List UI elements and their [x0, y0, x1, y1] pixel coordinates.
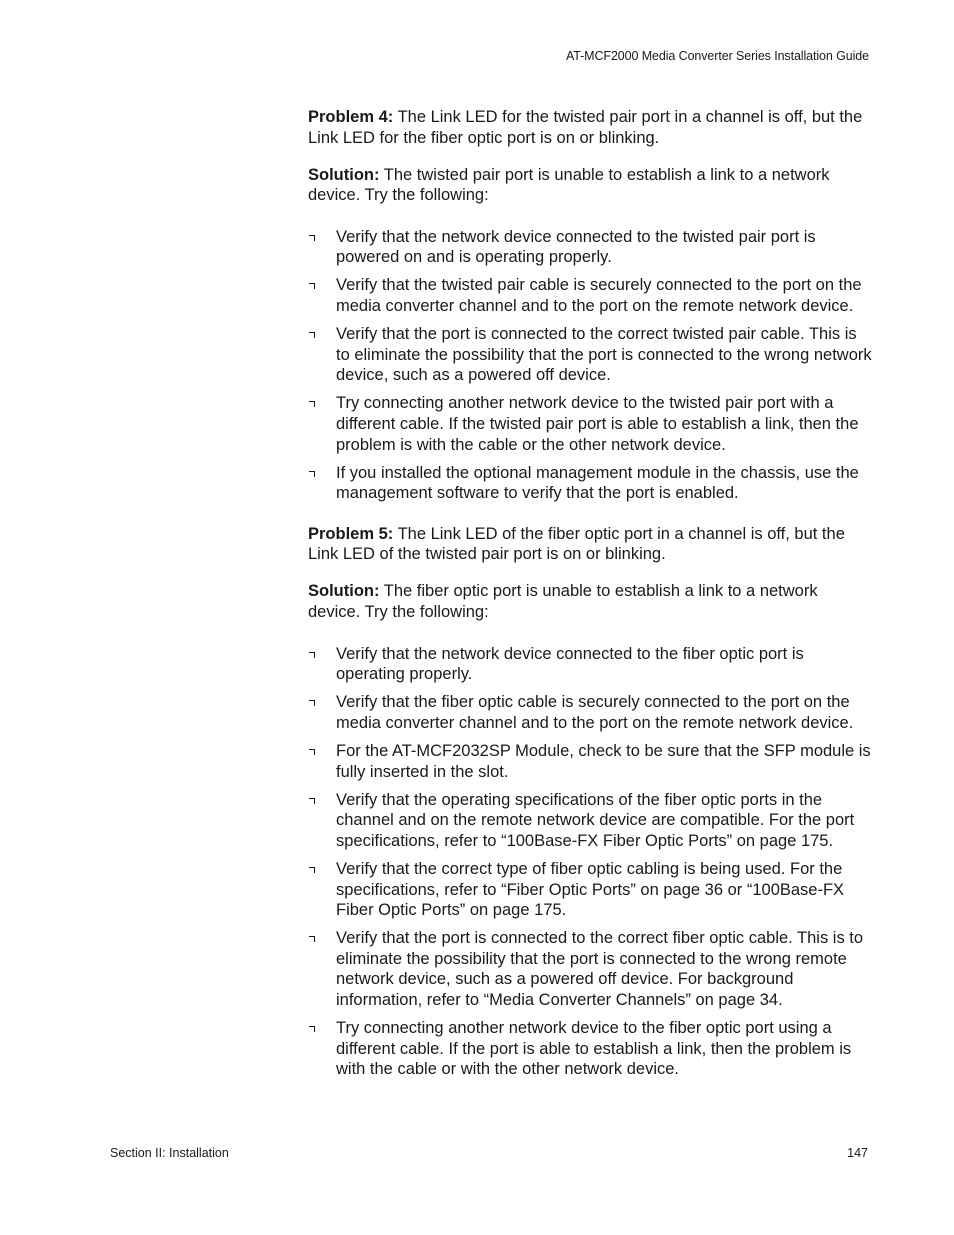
checkbox-bullet-icon: [309, 283, 315, 289]
list-item: Verify that the operating specifications of the fiber optic ports in the channel and on the remote network device are compatible. For the port specifications, refer to “100Base-FX Fiber Optic Ports” on page 175.: [308, 790, 874, 852]
list-item: Verify that the network device connected to the fiber optic port is operating properly.: [308, 644, 874, 685]
solution-5: [308, 581, 874, 622]
solution-4-list: [308, 227, 874, 504]
footer-section: Section II: Installation: [110, 1146, 229, 1160]
solution-5-label: Solution:: [308, 582, 380, 601]
problem-4-label: Problem 4:: [308, 108, 394, 126]
problem-5-text: The Link LED of the fiber optic port in a channel is off, but the Link LED of the twisted pair port is on or blinking.: [308, 524, 845, 564]
checkbox-bullet-icon: [309, 471, 315, 477]
list-item: If you installed the optional management module in the chassis, use the management software to verify that the port is enabled.: [308, 463, 874, 504]
running-header: AT-MCF2000 Media Converter Series Installation Guide: [565, 49, 869, 63]
checkbox-bullet-icon: [309, 1026, 315, 1032]
checkbox-bullet-icon: [309, 798, 315, 804]
problem-5: [308, 524, 874, 565]
page-number: 147: [847, 1146, 868, 1160]
solution-4-text: The twisted pair port is unable to establish a link to a network device. Try the following:: [308, 165, 830, 205]
checkbox-bullet-icon: [309, 749, 315, 755]
problem-4-text: The Link LED for the twisted pair port in a channel is off, but the Link LED for the fiber optic port is on or blinking.: [308, 108, 863, 147]
list-item: Verify that the twisted pair cable is securely connected to the port on the media converter channel and to the port on the remote network device.: [308, 275, 874, 316]
list-item: Verify that the port is connected to the correct fiber optic cable. This is to eliminate the possibility that the port is connected to the wrong remote network device, such as a powered off device. For background information, refer to “Media Converter Channels” on page 34.: [308, 928, 874, 1010]
checkbox-bullet-icon: [309, 332, 315, 338]
solution-4: [308, 165, 874, 206]
list-item: Verify that the fiber optic cable is securely connected to the port on the media converter channel and to the port on the remote network device.: [308, 692, 874, 733]
list-item: Verify that the port is connected to the correct twisted pair cable. This is to eliminate the possibility that the port is connected to the wrong network device, such as a powered off device.: [308, 324, 874, 386]
solution-5-list: [308, 644, 874, 1080]
problem-5-label: Problem 5:: [308, 524, 394, 543]
list-item: Try connecting another network device to the fiber optic port using a different cable. If the port is able to establish a link, then the problem is with the cable or with the other network device.: [308, 1018, 874, 1080]
list-item: For the AT-MCF2032SP Module, check to be sure that the SFP module is fully inserted in the slot.: [308, 741, 874, 782]
checkbox-bullet-icon: [309, 936, 315, 942]
list-item: Verify that the correct type of fiber optic cabling is being used. For the specifications, refer to “Fiber Optic Ports” on page 36 or “100Base-FX Fiber Optic Ports” on page 175.: [308, 859, 874, 921]
checkbox-bullet-icon: [309, 652, 315, 658]
checkbox-bullet-icon: [309, 700, 315, 706]
checkbox-bullet-icon: [309, 867, 315, 873]
problem-4: [308, 107, 874, 148]
solution-5-text: The fiber optic port is unable to establish a link to a network device. Try the following:: [308, 582, 818, 622]
page-body: [308, 107, 874, 1096]
checkbox-bullet-icon: [309, 401, 315, 407]
solution-4-label: Solution:: [308, 165, 380, 184]
checkbox-bullet-icon: [309, 235, 315, 241]
list-item: Try connecting another network device to the twisted pair port with a different cable. If the twisted pair port is able to establish a link, then the problem is with the cable or the other network device.: [308, 393, 874, 455]
list-item: Verify that the network device connected to the twisted pair port is powered on and is operating properly.: [308, 227, 874, 268]
